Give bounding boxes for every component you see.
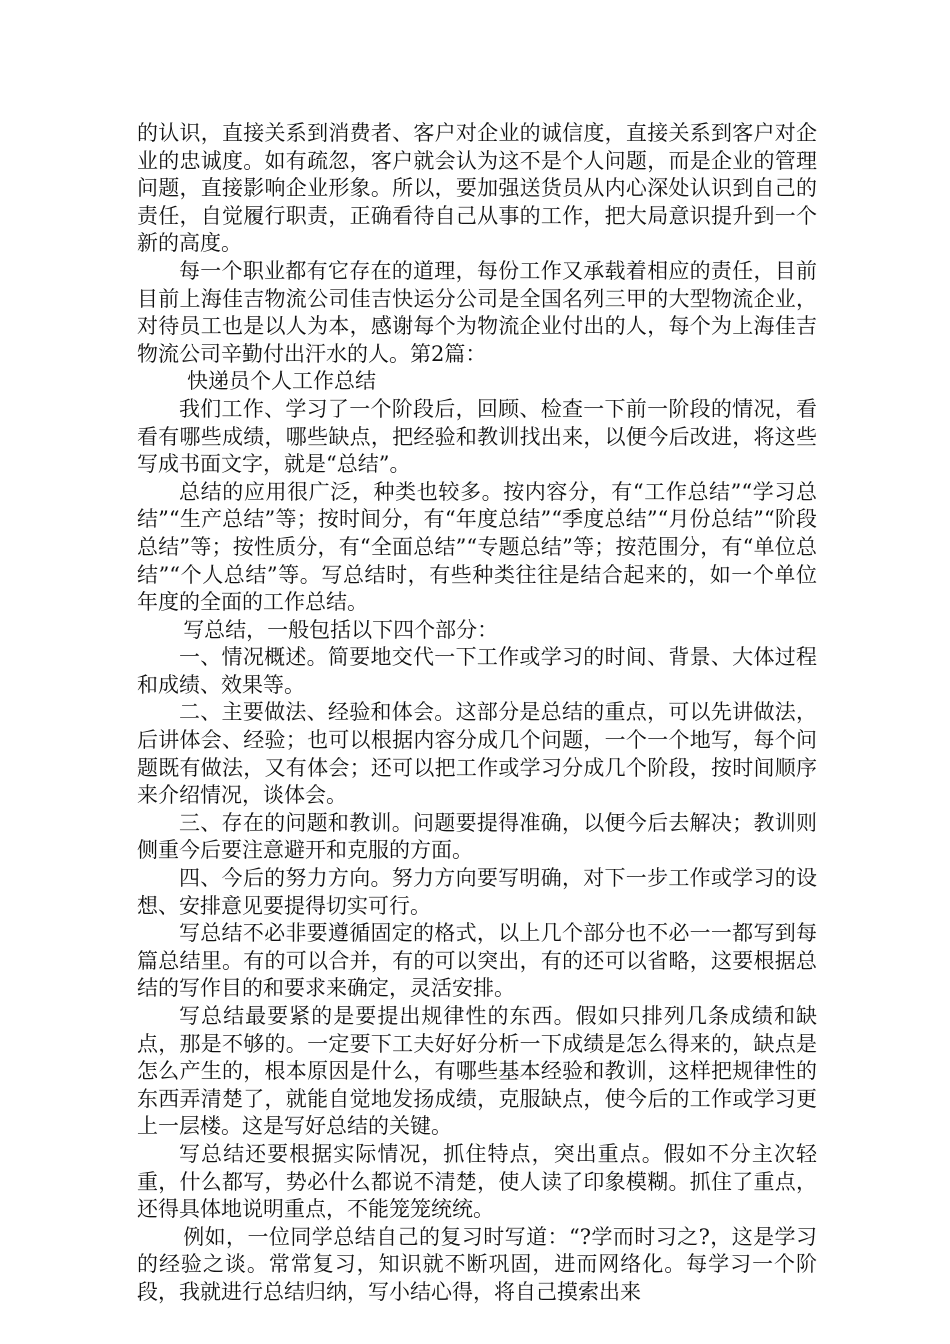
paragraph-regularity: 写总结最要紧的是要提出规律性的东西。假如只排列几条成绩和缺点，那是不够的。一定要下工夫好好分析一下成绩是怎么得来的，缺点是怎么产生的，根本原因是什么，有哪些基本经验和教训，这样把规律性的东西弄清楚了，就能自觉地发扬成绩，克服缺点，使今后的工作或学习更上一层楼。这是写好总结的关键。 <box>137 1004 817 1139</box>
paragraph-format-flexibility: 写总结不必非要遵循固定的格式，以上几个部分也不必一一都写到每篇总结里。有的可以合并，有的可以突出，有的还可以省略，这要根据总结的写作目的和要求来确定，灵活安排。 <box>137 921 817 1001</box>
document-body <box>137 120 817 1307</box>
paragraph-summary-definition: 我们工作、学习了一个阶段后，回顾、检查一下前一阶段的情况，看看有哪些成绩，哪些缺点，把经验和教训找出来，以便今后改进，将这些写成书面文字，就是“总结”。 <box>137 396 817 477</box>
paragraph-part-two: 二、主要做法、经验和体会。这部分是总结的重点，可以先讲做法，后讲体会、经验；也可以根据内容分成几个问题，一个一个地写，每个问题既有做法，又有体会；还可以把工作或学习分成几个阶段，按时间顺序来介绍情况，谈体会。 <box>137 700 817 808</box>
paragraph-profession-responsibility: 每一个职业都有它存在的道理，每份工作又承载着相应的责任，目前目前上海佳吉物流公司佳吉快运分公司是全国名列三甲的大型物流企业，对待员工也是以人为本，感谢每个为物流企业付出的人，每个为上海佳吉物流公司辛勤付出汗水的人。第2篇： <box>137 258 817 366</box>
paragraph-part-three: 三、存在的问题和教训。问题要提得准确，以便今后去解决；教训则侧重今后要注意避开和克服的方面。 <box>137 810 817 863</box>
paragraph-part-four: 四、今后的努力方向。努力方向要写明确，对下一步工作或学习的设想、安排意见要提得切实可行。 <box>137 866 817 918</box>
paragraph-four-parts-intro: 写总结，一般包括以下四个部分： <box>183 617 499 642</box>
paragraph-part-one: 一、情况概述。简要地交代一下工作或学习的时间、背景、大体过程和成绩、效果等。 <box>137 645 817 697</box>
paragraph-summary-types: 总结的应用很广泛，种类也较多。按内容分，有“工作总结”“学习总结”“生产总结”等；按时间分，有“年度总结”“季度总结”“月份总结”“阶段总结”等；按性质分，有“全面总结”“专题总结”等；按范围分，有“单位总结”“个人总结”等。写总结时，有些种类往往是结合起来的，如一个单位年度的全面的工作总结。 <box>137 479 817 615</box>
paragraph-focus-points: 写总结还要根据实际情况，抓住特点，突出重点。假如不分主次轻重，什么都写，势必什么都说不清楚，使人读了印象模糊。抓住了重点，还得具体地说明重点，不能笼笼统统。 <box>137 1141 817 1222</box>
section-heading: 快递员个人工作总结 <box>187 369 376 394</box>
paragraph-example: 例如，一位同学总结自己的复习时写道：“?学而时习之?，这是学习的经验之谈。常常复习，知识就不断巩固，进而网络化。每学习一个阶段，我就进行总结归纳，写小结心得，将自己摸索出来 <box>137 1224 817 1304</box>
paragraph-continuation: 的认识，直接关系到消费者、客户对企业的诚信度，直接关系到客户对企业的忠诚度。如有疏忽，客户就会认为这不是个人问题，而是企业的管理问题，直接影响企业形象。所以，要加强送货员从内心深处认识到自己的责任，自觉履行职责，正确看待自己从事的工作，把大局意识提升到一个新的高度。 <box>137 121 817 256</box>
